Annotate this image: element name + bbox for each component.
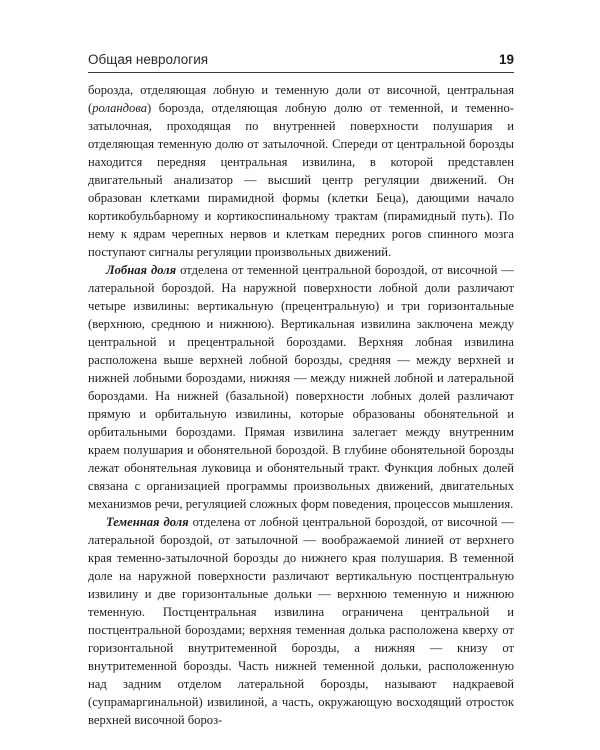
page-number: 19 [498, 52, 514, 67]
paragraph-central-sulcus [88, 81, 514, 261]
paragraph-parietal-lobe [88, 513, 514, 729]
text-segment: борозда, отделяющая лобную и теменную доли от височной, центральная ( [88, 83, 514, 115]
paragraph-frontal-lobe [88, 261, 514, 513]
running-head-title: Общая неврология [88, 52, 209, 67]
term-frontal-lobe: Лобная доля [106, 263, 177, 277]
text-segment: ) борозда, отделяющая лобную долю от теменной, и теменно-затылочная, проходящая по внутренней поверхности полушария и отделяющая теменную долю от затылочной. Спереди от центральной борозды находится передняя центральная извилина, в которой представлен двигательный анализатор — высший центр регуляции движений. Он образован клетками пирамидной формы (клетки Беца), дающими начало кортикобульбарному и кортикоспинальному трактам (пирамидный путь). По нему к ядрам черепных нервов и клеткам передних рогов спинного мозга поступают сигналы регуляции произвольных движений. [88, 101, 514, 259]
header-rule [88, 72, 514, 73]
running-head [88, 52, 514, 72]
text-segment: отделена от теменной центральной бороздой, от височной — латеральной бороздой. На наружной поверхности лобной доли различают четыре извилины: вертикальную (прецентральную) и три горизонтальные (верхнюю, среднюю и нижнюю). Вертикальная извилина заключена между центральной и прецентральной бороздами. Верхняя лобная извилина расположена выше верхней лобной борозды, средняя — между верхней и нижней лобными бороздами, нижняя — между нижней лобной и латеральной бороздами. На нижней (базальной) поверхности лобных долей различают прямую и орбитальную извилины, которые образованы обонятельной и орбитальными бороздами. Прямая извилина залегает между внутренним краем полушария и обонятельной бороздой. В глубине обонятельной борозды лежат обонятельная луковица и обонятельный тракт. Функция лобных долей связана с организацией программы произвольных движений, двигательных механизмов речи, регуляцией сложных форм поведения, процессов мышления. [88, 263, 514, 511]
term-parietal-lobe: Теменная доля [106, 515, 189, 529]
text-segment: отделена от лобной центральной бороздой, от височной — латеральной бороздой, от затылочной — воображаемой линией от верхнего края теменно-затылочной борозды до нижнего края полушария. В теменной доле на наружной поверхности различают вертикальную постцентральную извилину и две горизонтальные дольки — верхнюю теменную и нижнюю теменную. Постцентральная извилина ограничена центральной и постцентральной бороздами; верхняя теменная долька расположена кверху от горизонтальной внутритеменной борозды, а нижняя — книзу от внутритеменной борозды. Часть нижней теменной дольки, расположенную над задним отделом латеральной борозды, называют надкраевой (супрамаргинальной) извилиной, а часть, окружающую восходящий отросток верхней височной бороз- [88, 515, 514, 727]
body-text [88, 81, 514, 729]
term-rolandic: роландова [92, 101, 148, 115]
